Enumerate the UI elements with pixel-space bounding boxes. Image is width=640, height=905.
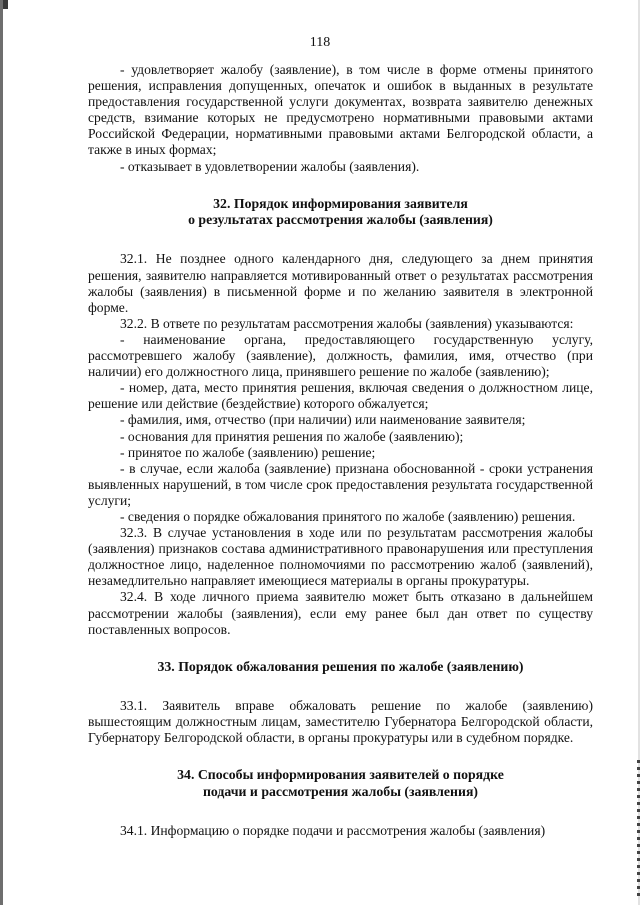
scan-left-edge: [0, 0, 3, 905]
section-33-heading: 33. Порядок обжалования решения по жалобе (заявлению): [157, 658, 524, 674]
list-item-32-c: - фамилия, имя, отчество (при наличии) или наименование заявителя;: [120, 412, 526, 428]
top-item-1: - удовлетворяет жалобу (заявление), в том числе в форме отмены принятого решения, исправления допущенных, опечаток и ошибок в выданных в результате предоставления государственной услуги документах, возврата заявителю денежных средств, взимание которых не предусмотрено нормативными правовыми актами Российской Федерации, нормативными правовыми актами Белгородской области, а также в иных формах;: [88, 62, 593, 158]
page-number: 118: [309, 35, 331, 50]
list-item-32-f: - в случае, если жалоба (заявление) признана обоснованной - сроки устранения выявленных нарушений, в том числе срок предоставления результата государственной услуги;: [88, 460, 593, 508]
list-item-32-a: - наименование органа, предоставляющего государственную услугу, рассмотревшего жалобу (заявление), должность, фамилия, имя, отчество (при наличии) его должностного лица, принявшего решение по жалобе (заявлению);: [88, 331, 593, 380]
paragraph-34-1: 34.1. Информацию о порядке подачи и рассмотрения жалобы (заявления): [120, 823, 546, 839]
section-32-heading: [88, 196, 593, 229]
section-34-heading: [88, 767, 593, 800]
paragraph-32-3: 32.3. В случае установления в ходе или по результатам рассмотрения жалобы (заявления) признаков состава административного правонарушения или преступления должностное лицо, наделенное полномочиями по рассмотрению жалоб (заявлений), незамедлительно направляет имеющиеся материалы в органы прокуратуры.: [88, 525, 593, 589]
top-item-2: - отказывает в удовлетворении жалобы (заявления).: [120, 158, 420, 174]
section-34-heading-line1: 34. Способы информирования заявителей о порядке: [177, 767, 504, 783]
paragraph-32-2: 32.2. В ответе по результатам рассмотрения жалобы (заявления) указываются:: [120, 315, 574, 331]
section-32-heading-line2: о результатах рассмотрения жалобы (заявления): [188, 212, 493, 228]
paragraph-32-4: 32.4. В ходе личного приема заявителю может быть отказано в дальнейшем рассмотрении жалобы (заявления), если ему ранее был дан ответ по существу поставленных вопросов.: [88, 589, 593, 637]
section-34-heading-line2: подачи и рассмотрения жалобы (заявления): [202, 783, 479, 799]
section-32-heading-line1: 32. Порядок информирования заявителя: [213, 195, 468, 211]
paragraph-33-1: 33.1. Заявитель вправе обжаловать решение по жалобе (заявлению) вышестоящим должностным лицам, заместителю Губернатора Белгородской области, Губернатору Белгородской области, в органы прокуратуры или в судебном порядке.: [88, 698, 593, 746]
paragraph-32-1: 32.1. Не позднее одного календарного дня, следующего за днем принятия решения, заявителю направляется мотивированный ответ о результатах рассмотрения жалобы (заявления) в письменной форме и по желанию заявителя в электронной форме.: [88, 251, 593, 315]
scan-corner-mark: [3, 0, 8, 9]
document-body: [88, 62, 593, 839]
list-item-32-d: - основания для принятия решения по жалобе (заявлению);: [120, 428, 464, 444]
list-item-32-g: - сведения о порядке обжалования принятого по жалобе (заявлению) решения.: [120, 508, 576, 524]
list-item-32-e: - принятое по жалобе (заявлению) решение;: [120, 444, 376, 460]
list-item-32-b: - номер, дата, место принятия решения, включая сведения о должностном лице, решение или действие (бездействие) которого обжалуется;: [88, 380, 593, 412]
